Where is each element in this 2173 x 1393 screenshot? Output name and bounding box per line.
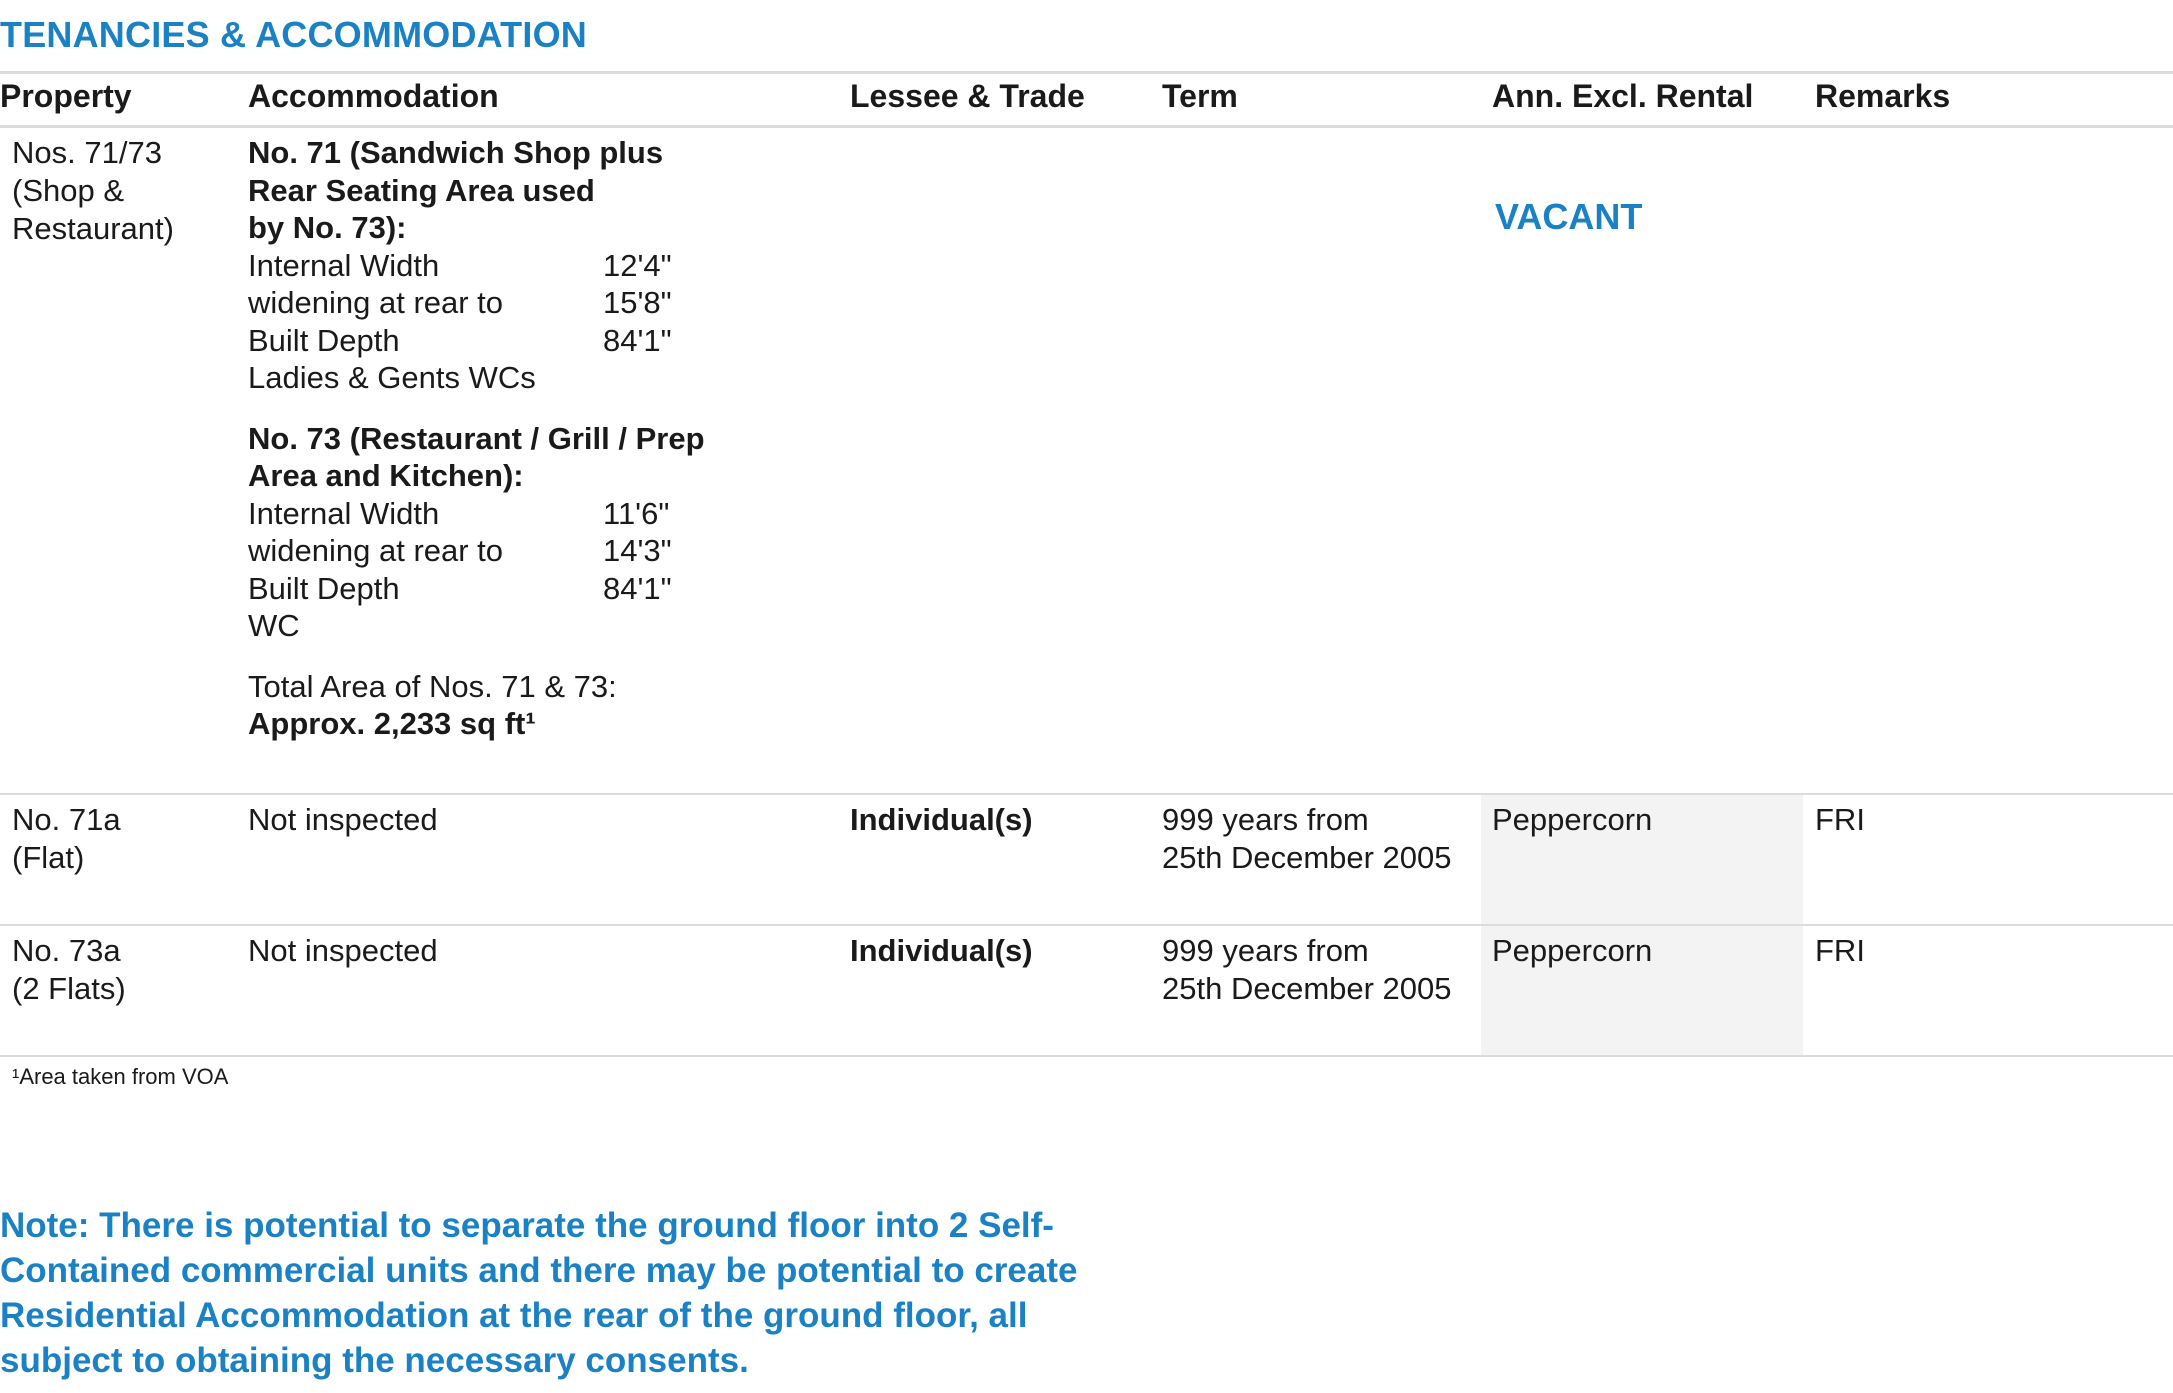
row2-term-line: 25th December 2005 [1162,840,1452,875]
row2-property [12,801,121,877]
row2-lessee: Individual(s) [850,802,1033,837]
table-bottom-rule [0,1055,2173,1057]
row1-property-line: Restaurant) [12,211,174,246]
unit71-spec-row [248,284,768,322]
unit73-heading [248,420,768,495]
row1-accommodation [248,134,768,743]
row3-accommodation: Not inspected [248,933,438,968]
total-area-value: Approx. 2,233 sq ft¹ [248,706,536,741]
unit71-heading [248,134,768,247]
vacant-status: VACANT [1495,196,1643,237]
unit71-heading-line: No. 71 (Sandwich Shop plus [248,135,664,170]
header-rental: Ann. Excl. Rental [1492,78,1754,114]
header-accommodation: Accommodation [248,78,499,114]
page-title: TENANCIES & ACCOMMODATION [0,14,587,55]
footnote: ¹Area taken from VOA [12,1064,229,1089]
header-top-rule [0,71,2173,74]
spec-label: Built Depth [248,322,400,358]
header-lessee: Lessee & Trade [850,78,1085,114]
spec-value: 14'3" [603,533,672,568]
row2-rental: Peppercorn [1492,802,1653,837]
spec-label: widening at rear to [248,533,504,568]
spec-label: Built Depth [248,570,400,606]
row3-property [12,932,126,1008]
unit71-spec-row [248,322,768,360]
row3-remarks: FRI [1815,933,1865,968]
unit73-extra-text: WC [248,608,300,643]
row-divider [0,793,2173,795]
row2-term-line: 999 years from [1162,802,1369,837]
row1-property [12,134,174,248]
spec-value: 15'8" [603,285,672,320]
row3-lessee: Individual(s) [850,933,1033,968]
row3-term-line: 999 years from [1162,933,1369,968]
unit73-spec-row [248,532,768,570]
row2-property-line: (Flat) [12,840,85,875]
row2-remarks: FRI [1815,802,1865,837]
header-remarks: Remarks [1815,78,1951,114]
unit71-heading-line: by No. 73): [248,210,407,245]
spec-value: 84'1" [603,322,672,358]
spec-value: 84'1" [603,570,672,606]
header-term: Term [1162,78,1238,114]
row3-rental: Peppercorn [1492,933,1653,968]
unit73-spec-row [248,495,768,533]
unit71-extra [248,359,768,397]
spec-value: 12'4" [603,247,672,283]
total-area-label: Total Area of Nos. 71 & 73: [248,668,617,704]
row2-accommodation: Not inspected [248,802,438,837]
spec-label: widening at rear to [248,285,504,320]
spec-label: Internal Width [248,495,440,531]
spec-value: 11'6" [603,495,670,531]
row1-property-line: (Shop & [12,173,125,208]
unit73-heading-line: No. 73 (Restaurant / Grill / Prep [248,420,705,456]
unit73-spec-row [248,570,768,608]
row3-property-line: (2 Flats) [12,971,126,1006]
row3-property-line: No. 73a [12,933,121,968]
row-divider [0,924,2173,926]
row2-term [1162,801,1452,877]
note-text: Note: There is potential to separate the ground floor into 2 Self-Contained commercial units and there may be potential to create Residential Accommodation at the rear of the ground floor, all subject to obtaining the necessary consents. [0,1206,1078,1380]
header-bottom-rule [0,125,2173,128]
unit71-spec-row [248,247,768,285]
unit73-heading-line: Area and Kitchen): [248,458,524,493]
unit71-heading-line: Rear Seating Area used [248,172,595,208]
unit71-extra-text: Ladies & Gents WCs [248,360,536,395]
unit73-extra [248,607,768,645]
row2-property-line: No. 71a [12,802,121,837]
row3-term-line: 25th December 2005 [1162,971,1452,1006]
row1-property-line: Nos. 71/73 [12,135,162,170]
row3-term [1162,932,1452,1008]
spec-label: Internal Width [248,247,440,283]
header-property: Property [0,78,132,114]
total-area [248,668,768,743]
